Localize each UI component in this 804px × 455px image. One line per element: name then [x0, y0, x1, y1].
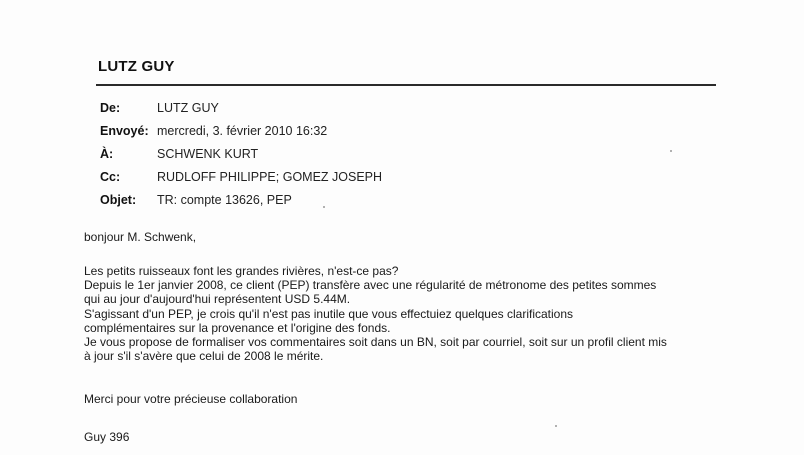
subject-value: TR: compte 13626, PEP: [157, 192, 292, 207]
meta-from-row: [100, 96, 382, 119]
thanks-line: Merci pour votre précieuse collaboration: [84, 392, 298, 406]
meta-subject-row: [100, 188, 382, 211]
body-line: Les petits ruisseaux font les grandes rivières, n'est-ce pas?: [84, 264, 399, 278]
meta-to-row: [100, 142, 382, 165]
from-label: De:: [100, 100, 121, 115]
cc-label: Cc:: [100, 169, 121, 184]
scan-speck: [323, 206, 325, 208]
to-value: SCHWENK KURT: [157, 146, 259, 161]
body-line: qui au jour d'aujourd'hui représentent USD 5.44M.: [84, 292, 351, 307]
body-line: Depuis le 1er janvier 2008, ce client (PEP) transfère avec une régularité de métronome des petites sommes: [84, 278, 657, 293]
scan-speck: [670, 150, 672, 152]
cc-value: RUDLOFF PHILIPPE; GOMEZ JOSEPH: [157, 169, 383, 184]
sent-value: mercredi, 3. février 2010 16:32: [157, 123, 328, 138]
scan-speck: [555, 425, 557, 427]
email-meta: [100, 96, 382, 211]
body-line: S'agissant d'un PEP, je crois qu'il n'est pas inutile que vous effectuiez quelques clarifications: [84, 306, 574, 321]
body-line: à jour s'il s'avère que celui de 2008 le mérite.: [84, 349, 324, 364]
meta-sent-row: [100, 119, 382, 142]
sender-header-name: LUTZ GUY: [98, 58, 175, 75]
sent-label: Envoyé:: [100, 123, 149, 138]
signature-line: Guy 396: [84, 430, 130, 444]
header-divider: [96, 84, 716, 86]
greeting-line: bonjour M. Schwenk,: [84, 230, 197, 244]
to-label: À:: [100, 146, 114, 161]
body-line: complémentaires sur la provenance et l'origine des fonds.: [84, 320, 391, 335]
body-line: Je vous propose de formaliser vos commentaires soit dans un BN, soit par courriel, soit sur un profil client mis: [84, 335, 667, 350]
meta-cc-row: [100, 165, 382, 188]
subject-label: Objet:: [100, 192, 137, 207]
body-paragraph: [84, 264, 784, 363]
from-value: LUTZ GUY: [157, 100, 219, 115]
